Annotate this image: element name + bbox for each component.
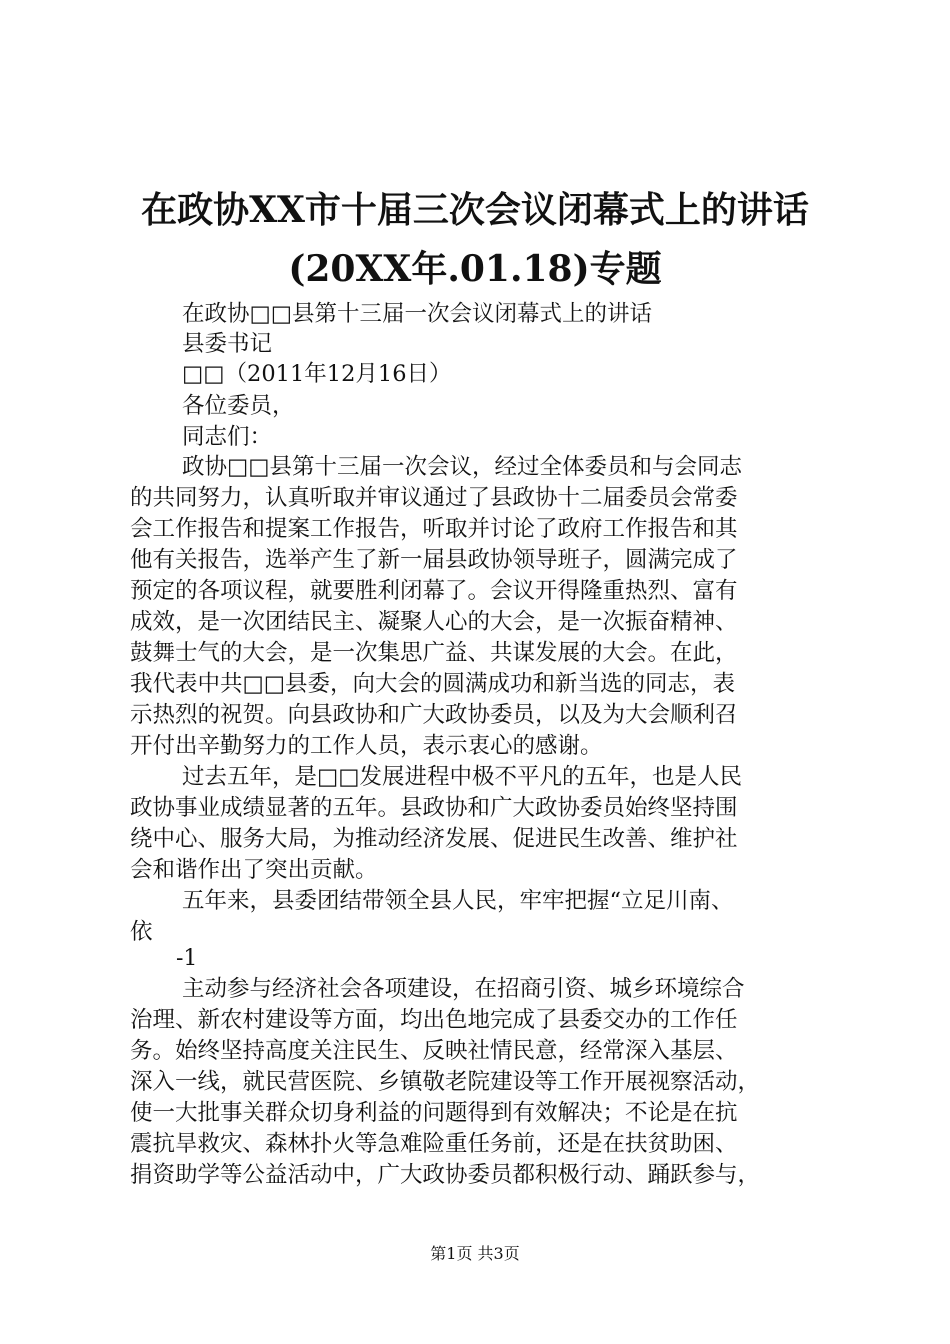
body-line: 绕中心、服务大局，为推动经济发展、促进民生改善、维护社 — [130, 826, 738, 852]
speech-date: □□（2011年12月16日） — [182, 361, 452, 387]
body-line: 过去五年，是□□发展进程中极不平凡的五年，也是人民 — [182, 764, 743, 790]
body-line: 开付出辛勤努力的工作人员，表示衷心的感谢。 — [130, 733, 603, 759]
body-line: 会和谐作出了突出贡献。 — [130, 857, 378, 883]
speaker-role: 县委书记 — [182, 331, 273, 357]
body-line: 我代表中共□□县委，向大会的圆满成功和新当选的同志，表 — [130, 671, 736, 697]
body-line: 会工作报告和提案工作报告，听取并讨论了政府工作报告和其 — [130, 516, 738, 542]
body-line: 政协□□县第十三届一次会议，经过全体委员和与会同志 — [182, 454, 743, 480]
title-line-1: 在政协XX市十届三次会议闭幕式上的讲话 — [141, 189, 809, 231]
body-line: 震抗旱救灾、森林扑火等急难险重任务前，还是在扶贫助困、 — [130, 1131, 738, 1157]
page-footer: 第1页 共3页 — [430, 1244, 520, 1263]
title-line-2: (20XX年.01.18)专题 — [288, 248, 662, 290]
body-line: 主动参与经济社会各项建设，在招商引资、城乡环境综合 — [182, 976, 745, 1002]
body-line: 他有关报告，选举产生了新一届县政协领导班子，圆满完成了 — [130, 547, 738, 573]
body-line: 使一大批事关群众切身利益的问题得到有效解决；不论是在抗 — [130, 1100, 738, 1126]
body-line: 示热烈的祝贺。向县政协和广大政协委员，以及为大会顺利召 — [130, 702, 738, 728]
body-line: 预定的各项议程，就要胜利闭幕了。会议开得隆重热烈、富有 — [130, 578, 738, 604]
body-line: 依 — [130, 919, 153, 945]
page-marker: -1 — [176, 946, 198, 971]
body-line: 务。始终坚持高度关注民生、反映社情民意，经常深入基层、 — [130, 1038, 738, 1064]
salutation-members: 各位委员， — [182, 393, 295, 419]
body-line: 五年来，县委团结带领全县人民，牢牢把握“立足川南、 — [182, 888, 734, 914]
speech-heading: 在政协□□县第十三届一次会议闭幕式上的讲话 — [182, 301, 653, 327]
body-line: 治理、新农村建设等方面，均出色地完成了县委交办的工作任 — [130, 1007, 738, 1033]
salutation-comrades: 同志们： — [182, 424, 273, 450]
body-line: 深入一线，就民营医院、乡镇敬老院建设等工作开展视察活动， — [130, 1069, 761, 1095]
body-line: 鼓舞士气的大会，是一次集思广益、共谋发展的大会。在此， — [130, 640, 738, 666]
body-line: 成效，是一次团结民主、凝聚人心的大会，是一次振奋精神、 — [130, 609, 738, 635]
body-line: 政协事业成绩显著的五年。县政协和广大政协委员始终坚持围 — [130, 795, 738, 821]
body-line: 的共同努力，认真听取并审议通过了县政协十二届委员会常委 — [130, 485, 738, 511]
body-line: 捐资助学等公益活动中，广大政协委员都积极行动、踊跃参与， — [130, 1162, 761, 1188]
